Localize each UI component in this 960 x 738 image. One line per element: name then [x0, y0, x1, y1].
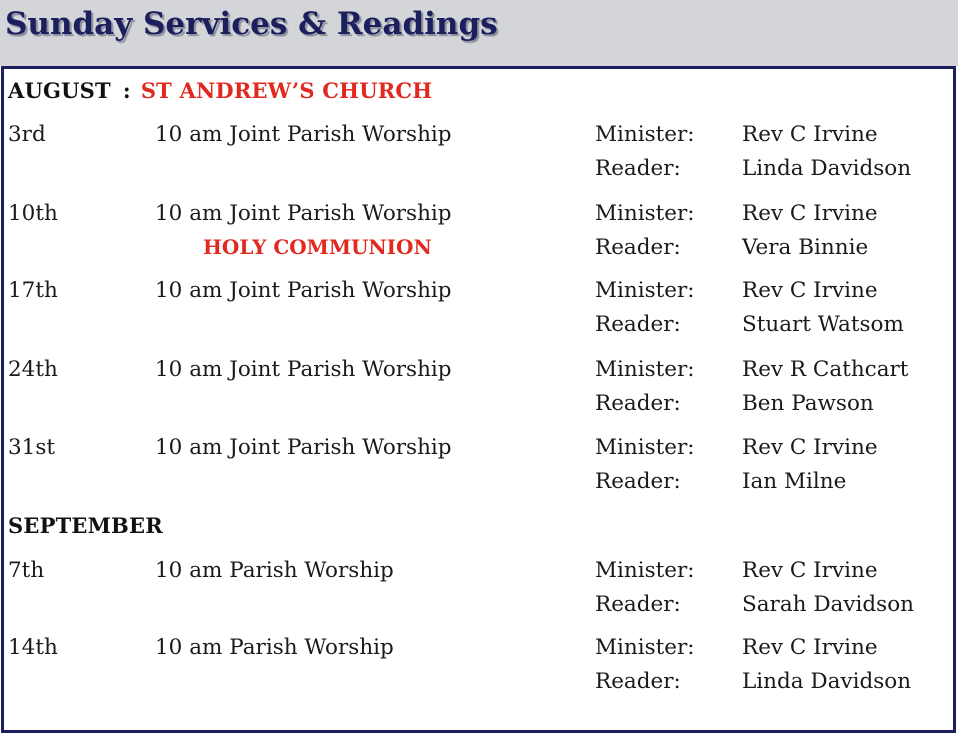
- reader-name: Vera Binnie: [742, 235, 869, 260]
- reader-name: Linda Davidson: [742, 669, 912, 694]
- reader-name: Ben Pawson: [742, 391, 874, 416]
- minister-label: Minister:: [595, 435, 695, 460]
- minister-label: Minister:: [595, 278, 695, 303]
- minister-label: Minister:: [595, 357, 695, 382]
- heading-separator: :: [122, 78, 131, 103]
- minister-name: Rev C Irvine: [742, 558, 878, 583]
- reader-label: Reader:: [595, 592, 681, 617]
- minister-name: Rev C Irvine: [742, 278, 878, 303]
- service-description: 10 am Joint Parish Worship: [155, 122, 452, 147]
- frame-top-rule: [1, 66, 956, 69]
- minister-label: Minister:: [595, 201, 695, 226]
- reader-name: Linda Davidson: [742, 156, 912, 181]
- minister-label: Minister:: [595, 122, 695, 147]
- service-date: 14th: [8, 635, 58, 660]
- service-description: 10 am Joint Parish Worship: [155, 201, 452, 226]
- reader-name: Sarah Davidson: [742, 592, 914, 617]
- service-date: 10th: [8, 201, 58, 226]
- minister-name: Rev C Irvine: [742, 122, 878, 147]
- service-description: 10 am Parish Worship: [155, 558, 394, 583]
- church-name: ST ANDREW’S CHURCH: [140, 78, 433, 103]
- reader-label: Reader:: [595, 391, 681, 416]
- section-heading-august: [8, 78, 432, 103]
- section-heading-september: [8, 513, 163, 538]
- service-description: 10 am Joint Parish Worship: [155, 357, 452, 382]
- reader-label: Reader:: [595, 156, 681, 181]
- month-label: SEPTEMBER: [8, 513, 163, 538]
- reader-label: Reader:: [595, 235, 681, 260]
- page-title: Sunday Services & Readings: [5, 6, 498, 42]
- reader-name: Stuart Watsom: [742, 312, 904, 337]
- service-date: 31st: [8, 435, 56, 460]
- minister-name: Rev C Irvine: [742, 635, 878, 660]
- service-description: 10 am Joint Parish Worship: [155, 278, 452, 303]
- minister-name: Rev C Irvine: [742, 201, 878, 226]
- service-description: 10 am Joint Parish Worship: [155, 435, 452, 460]
- reader-label: Reader:: [595, 669, 681, 694]
- reader-label: Reader:: [595, 312, 681, 337]
- reader-name: Ian Milne: [742, 469, 847, 494]
- service-date: 24th: [8, 357, 58, 382]
- service-date: 7th: [8, 558, 45, 583]
- header-bar: [0, 0, 958, 66]
- minister-name: Rev C Irvine: [742, 435, 878, 460]
- service-date: 17th: [8, 278, 58, 303]
- minister-label: Minister:: [595, 635, 695, 660]
- service-date: 3rd: [8, 122, 46, 147]
- minister-label: Minister:: [595, 558, 695, 583]
- month-label: AUGUST: [8, 78, 111, 103]
- reader-label: Reader:: [595, 469, 681, 494]
- service-description: 10 am Parish Worship: [155, 635, 394, 660]
- holy-communion-note: HOLY COMMUNION: [203, 235, 432, 259]
- minister-name: Rev R Cathcart: [742, 357, 909, 382]
